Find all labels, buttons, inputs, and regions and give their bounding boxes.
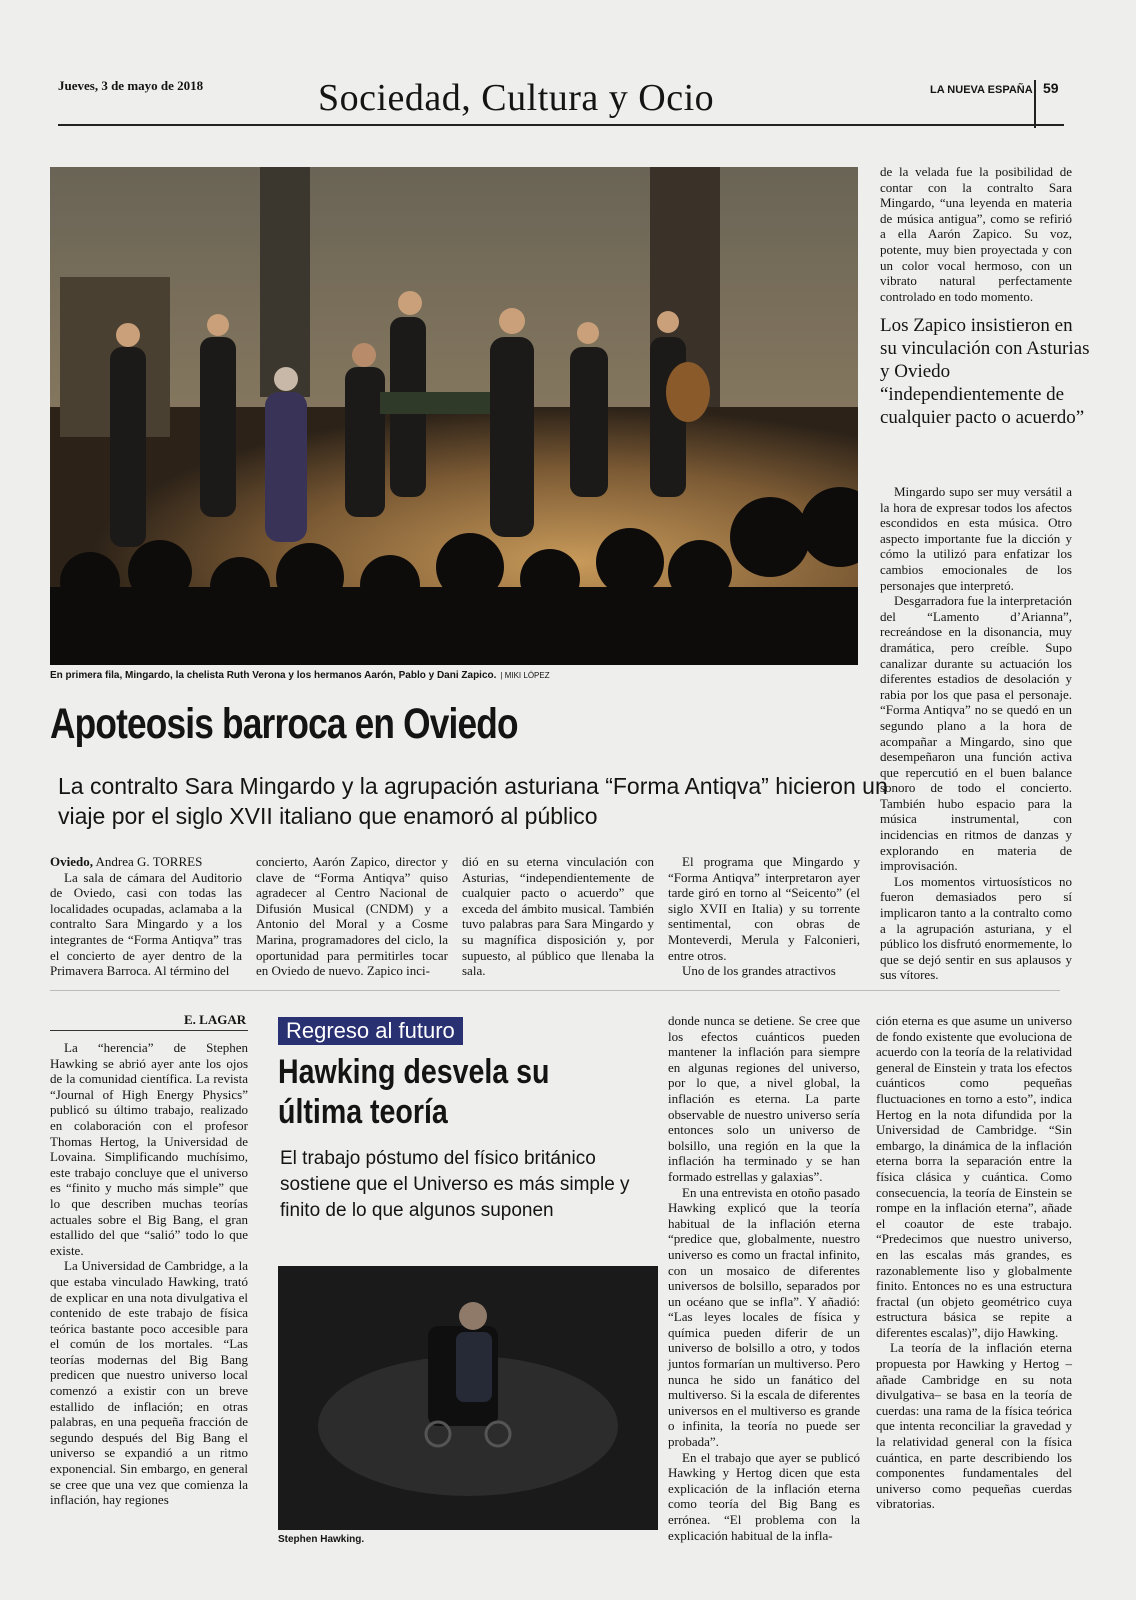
paragraph: Los momentos virtuosísticos no fueron demasiados pero sí implicaron tanto a la contralto como a la agrupación asturiana, y el público los disfrutó enormemente, lo que se dejó sentir en sus aplausos y sus vítores. — [880, 873, 1072, 983]
section-divider — [50, 990, 1060, 991]
kicker-label: Regreso al futuro — [278, 1017, 463, 1045]
page-date: Jueves, 3 de mayo de 2018 — [58, 78, 204, 93]
photo-credit: | MIKI LÓPEZ — [500, 671, 550, 680]
concert-col4 — [668, 854, 860, 979]
subheadline: El trabajo póstumo del físico británico sostiene que el Universo es más simple y finito de lo que algunos suponen — [280, 1148, 630, 1221]
headline: Hawking desvela su última teoría — [278, 1053, 550, 1131]
headline: Apoteosis barroca en Oviedo — [50, 700, 518, 748]
byline: E. LAGAR — [184, 1012, 247, 1027]
concert-col2 — [256, 854, 448, 979]
concert-photo-caption — [50, 670, 550, 681]
caption-text: En primera fila, Mingardo, la chelista Ruth Verona y los hermanos Aarón, Pablo y Dani Zapico. — [50, 670, 497, 681]
concert-col5-top: de la velada fue la posibilidad de contar con la contralto Sara Mingardo, “una leyenda en materia de música antigua”, como se refirió a ella Aarón Zapico. Su voz, potente, muy bien proyectada y con un color vocal hermoso, con un vibrato natural perfectamente controlado en todo momento. — [880, 164, 1072, 304]
paragraph: Desgarradora fue la interpretación del “Lamento d’Arianna”, recreándose en la disonancia, muy dramática, pero creíble. Supo canalizar durante su actuación los diferentes estadios de desolación y rabia por los que pasa el personaje. “Forma Antiqva” no se quedó en un segundo plano a la hora de acompañar a Mingardo, sino que desempeñaron una función activa que repercutió en el buen balance sonoro de todo el concierto. También hubo espacio para la música instrumental, con incidencias en ritmos de danzas y explorando en materia de improvisación. — [880, 593, 1072, 874]
header-divider — [1034, 80, 1036, 128]
hawking-col3 — [668, 1013, 860, 1543]
paragraph: donde nunca se detiene. Se cree que los efectos cuánticos pueden mantener la inflación para siempre en algunas regiones del universo, por lo que, a nivel global, la inflación es eterna. La parte observable de nuestro universo sería entonces solo un universo de bolsillo, una región en la que la inflación ha terminado y se han formado estrellas y galaxias”. — [668, 1013, 860, 1184]
page-number: 59 — [1043, 80, 1059, 96]
concert-col3 — [462, 854, 654, 979]
paragraph: Mingardo supo ser muy versátil a la hora de expresar todos los afectos escondidos en esta música. Otro aspecto importante fue la dicción y cómo la utilizó para enfatizar los cambios emocionales de los personajes que interpretó. — [880, 484, 1072, 593]
hawking-col1 — [50, 1040, 248, 1508]
paragraph: La Universidad de Cambridge, a la que estaba vinculado Hawking, trató de explicar en una nota divulgativa el contenido de este trabajo de física teórica bastante poco accesible para el común de los mortales. “Las teorías modernas del Big Bang predicen que nuestro universo local comenzó a existir con un breve estallido de inflación; en otras palabras, en una pequeña fracción de segundo después del Big Bang el universo se expandió a un ritmo exponencial. Sin embargo, en general se cree que una vez que comienza la inflación, hay regiones — [50, 1258, 248, 1508]
paragraph: Uno de los grandes atractivos — [682, 963, 836, 979]
concert-photo — [50, 167, 858, 665]
paragraph: La “herencia” de Stephen Hawking se abrió ayer ante los ojos de la comunidad científica. La revista “Journal of High Energy Physics” publicó su último trabajo, realizado en colaboración con el profesor Thomas Hertog, la Universidad de Lovaina. Simplificando muchísimo, este trabajo concluye que el universo es “finito y mucho más simple” que lo que describen muchas teorías actuales sobre el Big Bang, el gran estallido del que “salió” todo lo que existe. — [50, 1040, 248, 1258]
hawking-photo-caption: Stephen Hawking. — [278, 1534, 365, 1545]
byline-author: Andrea G. TORRES — [95, 854, 203, 869]
newspaper-name: LA NUEVA ESPAÑA — [930, 84, 1033, 96]
byline-rule — [50, 1030, 248, 1031]
hawking-col4 — [876, 1013, 1072, 1512]
paragraph: dió en su eterna vinculación con Asturias, “independientemente de cualquier pacto o acuerdo” que exceda del ámbito musical. También tuvo palabras para Sara Mingardo y su magnífica disposición y, por supuesto, al público que llenaba la sala. — [462, 854, 654, 979]
byline-place: Oviedo, — [50, 854, 93, 869]
paragraph: concierto, Aarón Zapico, director y clave de “Forma Antiqva” quiso agradecer al Centro Nacional de Difusión Musical (CNDM) y a Antonio del Moral y a Cosme Marina, programadores del ciclo, la oportunidad para permitirles tocar en Oviedo de nuevo. Zapico inci- — [256, 854, 448, 979]
paragraph: En el trabajo que ayer se publicó Hawking y Hertog dicen que esta explicación de la inflación eterna como teoría del Big Bang es errónea. “El problema con la explicación habitual de la infla- — [668, 1449, 860, 1543]
pull-quote: Los Zapico insistieron en su vinculación con Asturias y Oviedo “independientemente de cualquier pacto o acuerdo” — [880, 315, 1090, 428]
header-rule — [58, 124, 1064, 126]
paragraph: ción eterna es que asume un universo de fondo existente que evoluciona de acuerdo con la teoría de la relatividad general de Einstein y trata los efectos cuánticos como pequeñas fluctuaciones en torno a esto”, indica Hertog en la nota difundida por la Universidad de Cambridge. “Sin embargo, la dinámica de la inflación eterna borra la separación entre la física clásica y cuántica. Como consecuencia, la teoría de Einstein se rompe en la inflación eterna”, añade el coautor de este trabajo. “Predecimos que nuestro universo, en las escalas más grandes, es razonablemente liso y globalmente finito. Entonces no es una estructura fractal (un objeto geométrico cuya estructura básica se repite a diferentes escalas)”, dijo Hawking. — [876, 1013, 1072, 1340]
paragraph: La teoría de la inflación eterna propuesta por Hawking y Hertog –añade Cambridge en su nota divulgativa– se basa en la teoría de cuerdas: una rama de la física teórica que intenta reconciliar la gravedad y la relatividad general con la física cuántica, en parte describiendo los componentes fundamentales del universo como pequeñas cuerdas vibratorias. — [876, 1340, 1072, 1512]
subheadline: La contralto Sara Mingardo y la agrupación asturiana “Forma Antiqva” hicieron un viaje por el siglo XVII italiano que enamoró al público — [58, 773, 888, 829]
section-title: Sociedad, Cultura y Ocio — [318, 77, 715, 119]
hawking-photo — [278, 1266, 658, 1530]
paragraph: El programa que Mingardo y “Forma Antiqva” interpretaron ayer tarde giró en torno al “Seicento” (el siglo XVII en Italia) y su torrente sentimental, con obras de Monteverdi, Merula y Falconieri, entre otros. — [668, 854, 860, 963]
paragraph: La sala de cámara del Auditorio de Oviedo, casi con todas las localidades ocupadas, aclamaba a la contralto Sara Mingardo y a los integrantes de “Forma Antiqva” tras el concierto de ayer dentro de la Primavera Barroca. Al término del — [50, 869, 242, 979]
concert-col5 — [880, 484, 1072, 983]
concert-col1 — [50, 854, 242, 979]
paragraph: En una entrevista en otoño pasado Hawking explicó que la teoría habitual de la inflación eterna “predice que, globalmente, nuestro universo es como un fractal infinito, con un mosaico de diferentes universos de bolsillo, separados por un océano que se infla”. Y añadió: “Las leyes locales de física y química pueden diferir de un universo de bolsillo a otro, y todos juntos formarían un multiverso. Pero nunca he sido un fanático del multiverso. Si la escala de diferentes universos en el multiverso es grande o infinita, la teoría no puede ser probada”. — [668, 1184, 860, 1450]
